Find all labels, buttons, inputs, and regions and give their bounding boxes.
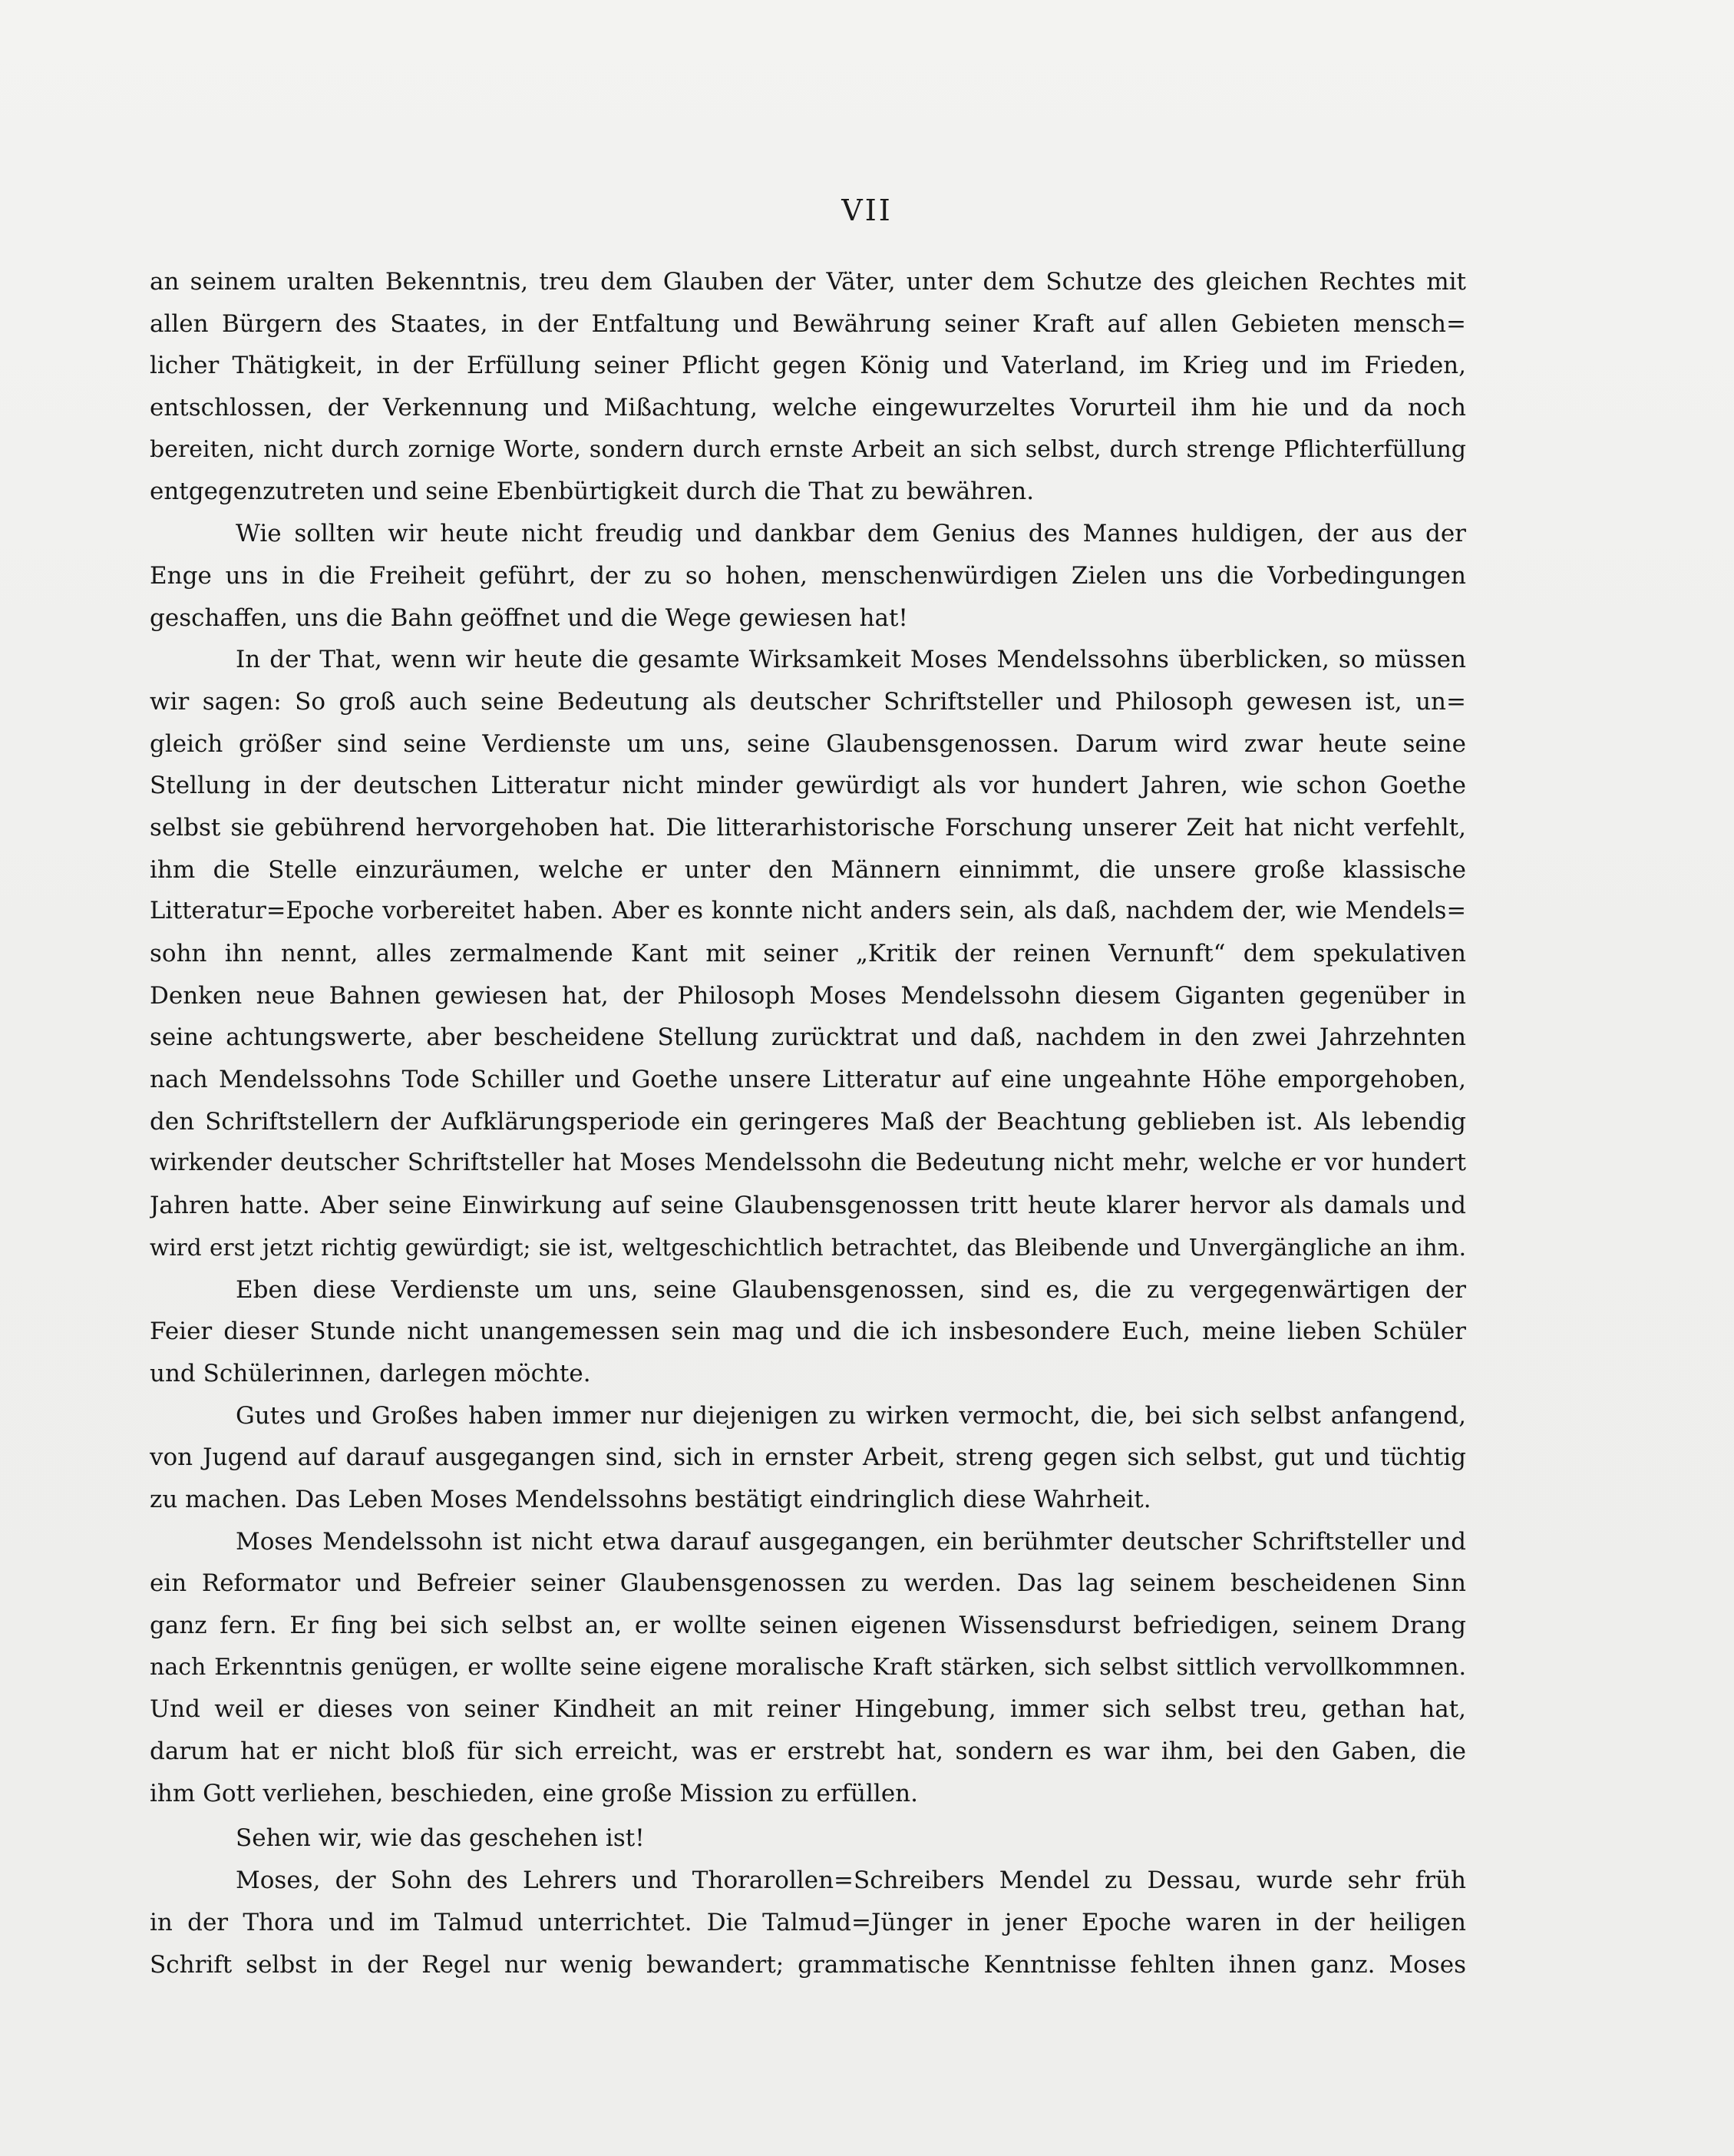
page-number: VII	[841, 193, 893, 227]
text-line: sohn ihn nennt, alles zermalmende Kant mit seiner „Kritik der reinen Vernunft“ dem spekulativen	[150, 940, 1466, 967]
text-line: ihm die Stelle einzuräumen, welche er unter den Männern einnimmt, die unsere große klassische	[150, 855, 1466, 884]
text-line: in der Thora und im Talmud unterrichtet. Die Talmud=Jünger in jener Epoche waren in der heiligen	[150, 1908, 1466, 1936]
text-line: Gutes und Großes haben immer nur diejenigen zu wirken vermocht, die, bei sich selbst anfangend,	[236, 1401, 1466, 1430]
text-line: Enge uns in die Freiheit geführt, der zu so hohen, menschenwürdigen Zielen uns die Vorbedingungen	[150, 561, 1466, 590]
text-line: Und weil er dieses von seiner Kindheit an mit reiner Hingebung, immer sich selbst treu, gethan hat,	[150, 1695, 1466, 1724]
text-line: Moses, der Sohn des Lehrers und Thorarollen=Schreibers Mendel zu Dessau, wurde sehr früh	[236, 1867, 1466, 1895]
text-line: nach Erkenntnis genügen, er wollte seine eigene moralische Kraft stärken, sich selbst sittlich vervollkommnen.	[150, 1653, 1466, 1681]
text-line: Stellung in der deutschen Litteratur nicht minder gewürdigt als vor hundert Jahren, wie schon Goethe	[150, 772, 1466, 800]
text-line: Eben diese Verdienste um uns, seine Glaubensgenossen, sind es, die zu vergegenwärtigen der	[236, 1275, 1466, 1304]
text-line: von Jugend auf darauf ausgegangen sind, sich in ernster Arbeit, streng gegen sich selbst, gut und tüchtig	[150, 1443, 1466, 1472]
text-line: seine achtungswerte, aber bescheidene Stellung zurücktrat und daß, nachdem in den zwei Jahrzehnten	[150, 1023, 1466, 1052]
text-line: Jahren hatte. Aber seine Einwirkung auf seine Glaubensgenossen tritt heute klarer hervor als damals und	[150, 1192, 1466, 1220]
text-line: Litteratur=Epoche vorbereitet haben. Aber es konnte nicht anders sein, als daß, nachdem der, wie Mendels=	[150, 898, 1466, 925]
text-line: Moses Mendelssohn ist nicht etwa darauf ausgegangen, ein berühmter deutscher Schriftsteller und	[236, 1527, 1466, 1556]
text-line: In der That, wenn wir heute die gesamte Wirksamkeit Moses Mendelssohns überblicken, so müssen	[236, 646, 1466, 674]
text-line: ein Reformator und Befreier seiner Glaubensgenossen zu werden. Das lag seinem bescheidenen Sinn	[150, 1569, 1466, 1598]
text-line: entschlossen, der Verkennung und Mißachtung, welche eingewurzeltes Vorurteil ihm hie und da noch	[150, 394, 1466, 422]
text-line: zu machen. Das Leben Moses Mendelssohns bestätigt eindringlich diese Wahrheit.	[150, 1485, 1151, 1513]
text-line: und Schülerinnen, darlegen möchte.	[150, 1359, 591, 1387]
paragraph	[150, 1521, 1466, 1815]
text-line: licher Thätigkeit, in der Erfüllung seiner Pflicht gegen König und Vaterland, im Krieg und im Frieden,	[150, 352, 1466, 380]
text-line: ganz fern. Er fing bei sich selbst an, er wollte seinen eigenen Wissensdurst befriedigen, seinem Drang	[150, 1612, 1466, 1639]
text-line: wird erst jetzt richtig gewürdigt; sie ist, weltgeschichtlich betrachtet, das Bleibende und Unvergängliche an ihm.	[150, 1234, 1466, 1261]
paragraph	[150, 1817, 1466, 1860]
text-line: wir sagen: So groß auch seine Bedeutung als deutscher Schriftsteller und Philosoph gewesen ist, un=	[150, 687, 1466, 716]
text-line: Wie sollten wir heute nicht freudig und dankbar dem Genius des Mannes huldigen, der aus der	[236, 520, 1466, 548]
text-line: Schrift selbst in der Regel nur wenig bewandert; grammatische Kenntnisse fehlten ihnen ganz. Moses	[150, 1950, 1466, 1979]
paragraph	[150, 513, 1466, 639]
text-line: den Schriftstellern der Aufklärungsperiode ein geringeres Maß der Beachtung geblieben ist. Als lebendig	[150, 1107, 1466, 1136]
text-line: bereiten, nicht durch zornige Worte, sondern durch ernste Arbeit an sich selbst, durch strenge Pflichterfüllung	[150, 435, 1466, 463]
text-line: Denken neue Bahnen gewiesen hat, der Philosoph Moses Mendelssohn diesem Giganten gegenüber in	[150, 981, 1466, 1010]
text-line: nach Mendelssohns Tode Schiller und Goethe unsere Litteratur auf eine ungeahnte Höhe emporgehoben,	[150, 1066, 1466, 1094]
text-line: wirkender deutscher Schriftsteller hat Moses Mendelssohn die Bedeutung nicht mehr, welche er vor hundert	[150, 1149, 1466, 1177]
text-line: ihm Gott verliehen, beschieden, eine große Mission zu erfüllen.	[150, 1779, 918, 1807]
paragraph	[150, 1860, 1466, 1986]
text-line: entgegenzutreten und seine Ebenbürtigkeit durch die That zu bewähren.	[150, 478, 1035, 506]
text-line: Sehen wir, wie das geschehen ist!	[236, 1824, 645, 1853]
text-line: selbst sie gebührend hervorgehoben hat. Die litterarhistorische Forschung unserer Zeit hat nicht verfehlt,	[150, 813, 1466, 842]
text-line: gleich größer sind seine Verdienste um uns, seine Glaubensgenossen. Darum wird zwar heute seine	[150, 729, 1466, 758]
text-line: Feier dieser Stunde nicht unangemessen sein mag und die ich insbesondere Euch, meine lieben Schüler	[150, 1318, 1466, 1346]
paragraph	[150, 639, 1466, 1268]
paragraph	[150, 1395, 1466, 1521]
text-line: darum hat er nicht bloß für sich erreicht, was er erstrebt hat, sondern es war ihm, bei den Gaben, die	[150, 1738, 1466, 1766]
paragraph	[150, 261, 1466, 513]
paragraph	[150, 1269, 1466, 1395]
body-text	[150, 261, 1466, 1986]
text-line: geschaffen, uns die Bahn geöffnet und die Wege gewiesen hat!	[150, 603, 908, 632]
text-line: allen Bürgern des Staates, in der Entfaltung und Bewährung seiner Kraft auf allen Gebieten mensch=	[150, 309, 1466, 338]
text-line: an seinem uralten Bekenntnis, treu dem Glauben der Väter, unter dem Schutze des gleichen Rechtes mit	[150, 268, 1466, 296]
